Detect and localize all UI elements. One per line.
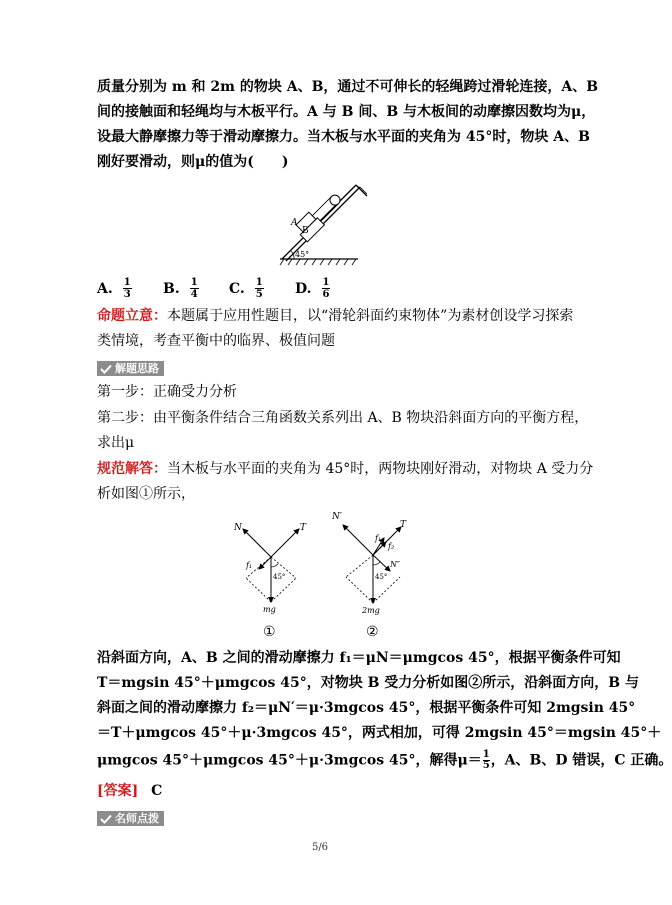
force-label-mg: mg	[263, 605, 276, 614]
force-label-2mg: 2mg	[362, 606, 380, 615]
force-label-n-prime: N′	[332, 512, 342, 522]
choice-letter: A.	[97, 280, 113, 297]
figure-1-caption: ①	[263, 624, 276, 640]
derivation-line-4: ＝T＋μmgcos 45°＋μ·3mgcos 45°，两式相加，可得 2mgsin 45°＝mgsin 45°＋	[97, 725, 662, 741]
force-label-t: T	[400, 520, 407, 530]
solution-text: 当木板与水平面的夹角为 45°时，两物块刚好滑动，对物块 A 受力分	[167, 461, 594, 477]
choice-d[interactable]	[295, 277, 330, 300]
tag-label: 解题思路	[115, 362, 159, 375]
answer-label: [答案]	[97, 783, 139, 799]
answer-line	[97, 781, 162, 801]
choice-c[interactable]	[229, 277, 264, 300]
check-icon	[100, 364, 112, 374]
force-label-f2: f₂	[388, 542, 395, 551]
problem-line-4: 刚好要滑动，则μ的值为( )	[97, 154, 289, 170]
force-label-f1: f₁	[375, 534, 382, 543]
intent-label: 命题立意：	[97, 308, 167, 324]
problem-line-2: 间的接触面和轻绳均与木板平行。A 与 B 间、B 与木板间的动摩擦因数均为μ，	[97, 104, 596, 120]
page-number: 5/6	[311, 842, 329, 853]
force-diagram-1	[226, 512, 316, 620]
result-fraction: $\frac{1}{5}$	[482, 749, 490, 771]
section-tag-tips	[97, 811, 164, 826]
block-a-label: A	[291, 218, 298, 228]
incline-pulley-figure	[276, 175, 374, 267]
choice-fraction: $\frac{1}{4}$	[190, 277, 198, 300]
problem-line-3: 设最大静摩擦力等于滑动摩擦力。当木板与水平面的夹角为 45°时，物块 A、B	[97, 129, 590, 145]
derivation-line-3: 斜面之间的滑动摩擦力 f₂＝μN′＝μ·3mgcos 45°，根据平衡条件可知 2mgsin 45°	[97, 700, 636, 716]
angle-label: 45°	[273, 573, 286, 581]
tag-label: 名师点拨	[115, 812, 159, 825]
force-label-n-double-prime: N″	[390, 560, 400, 569]
step-3: 求出μ	[97, 435, 135, 451]
derivation-text: μmgcos 45°＋μmgcos 45°＋μ·3mgcos 45°，解得μ＝	[97, 752, 482, 769]
intent-line-2: 类情境，考查平衡中的临界、极值问题	[97, 333, 335, 349]
force-label-n: N	[234, 523, 242, 533]
derivation-line-1: 沿斜面方向，A、B 之间的滑动摩擦力 f₁＝μN＝μmgcos 45°，根据平衡条件可知	[97, 650, 621, 666]
derivation-line-2: T＝mgsin 45°＋μmgcos 45°，对物块 B 受力分析如图②所示，沿斜面方向，B 与	[97, 675, 639, 691]
choice-fraction: $\frac{1}{6}$	[322, 277, 330, 300]
section-tag-thinking	[97, 361, 164, 376]
choice-list	[97, 277, 397, 305]
choice-letter: D.	[295, 280, 312, 297]
check-icon	[100, 814, 112, 824]
step-2: 第二步：由平衡条件结合三角函数关系列出 A、B 物块沿斜面方向的平衡方程，	[97, 410, 589, 426]
force-label-f1: f₁	[246, 561, 253, 570]
force-label-t: T	[300, 523, 307, 533]
figure-2-caption: ②	[366, 624, 379, 640]
solution-line-2: 析如图①所示，	[97, 486, 195, 502]
step-1: 第一步：正确受力分析	[97, 384, 237, 400]
choice-b[interactable]	[163, 277, 199, 300]
force-diagram-2	[328, 505, 418, 620]
choice-a[interactable]	[97, 277, 132, 300]
intent-text: 本题属于应用性题目，以“滑轮斜面约束物体”为素材创设学习探索	[167, 308, 574, 324]
choice-letter: C.	[229, 280, 245, 297]
choice-fraction: $\frac{1}{5}$	[255, 277, 263, 300]
block-b-label: B	[302, 226, 309, 236]
solution-label: 规范解答：	[97, 461, 167, 477]
incline-angle-label: 45°	[295, 250, 310, 259]
answer-value: C	[151, 783, 163, 799]
choice-fraction: $\frac{1}{3}$	[123, 277, 131, 300]
solution-line-1	[97, 459, 594, 479]
angle-label: 45°	[375, 573, 388, 581]
intent-line-1	[97, 306, 574, 326]
result-conclusion: ，A、B、D 错误，C 正确。	[490, 752, 672, 769]
problem-line-1: 质量分别为 m 和 2m 的物块 A、B，通过不可伸长的轻绳跨过滑轮连接，A、B	[97, 79, 599, 95]
derivation-line-5	[97, 749, 672, 771]
choice-letter: B.	[163, 280, 180, 297]
